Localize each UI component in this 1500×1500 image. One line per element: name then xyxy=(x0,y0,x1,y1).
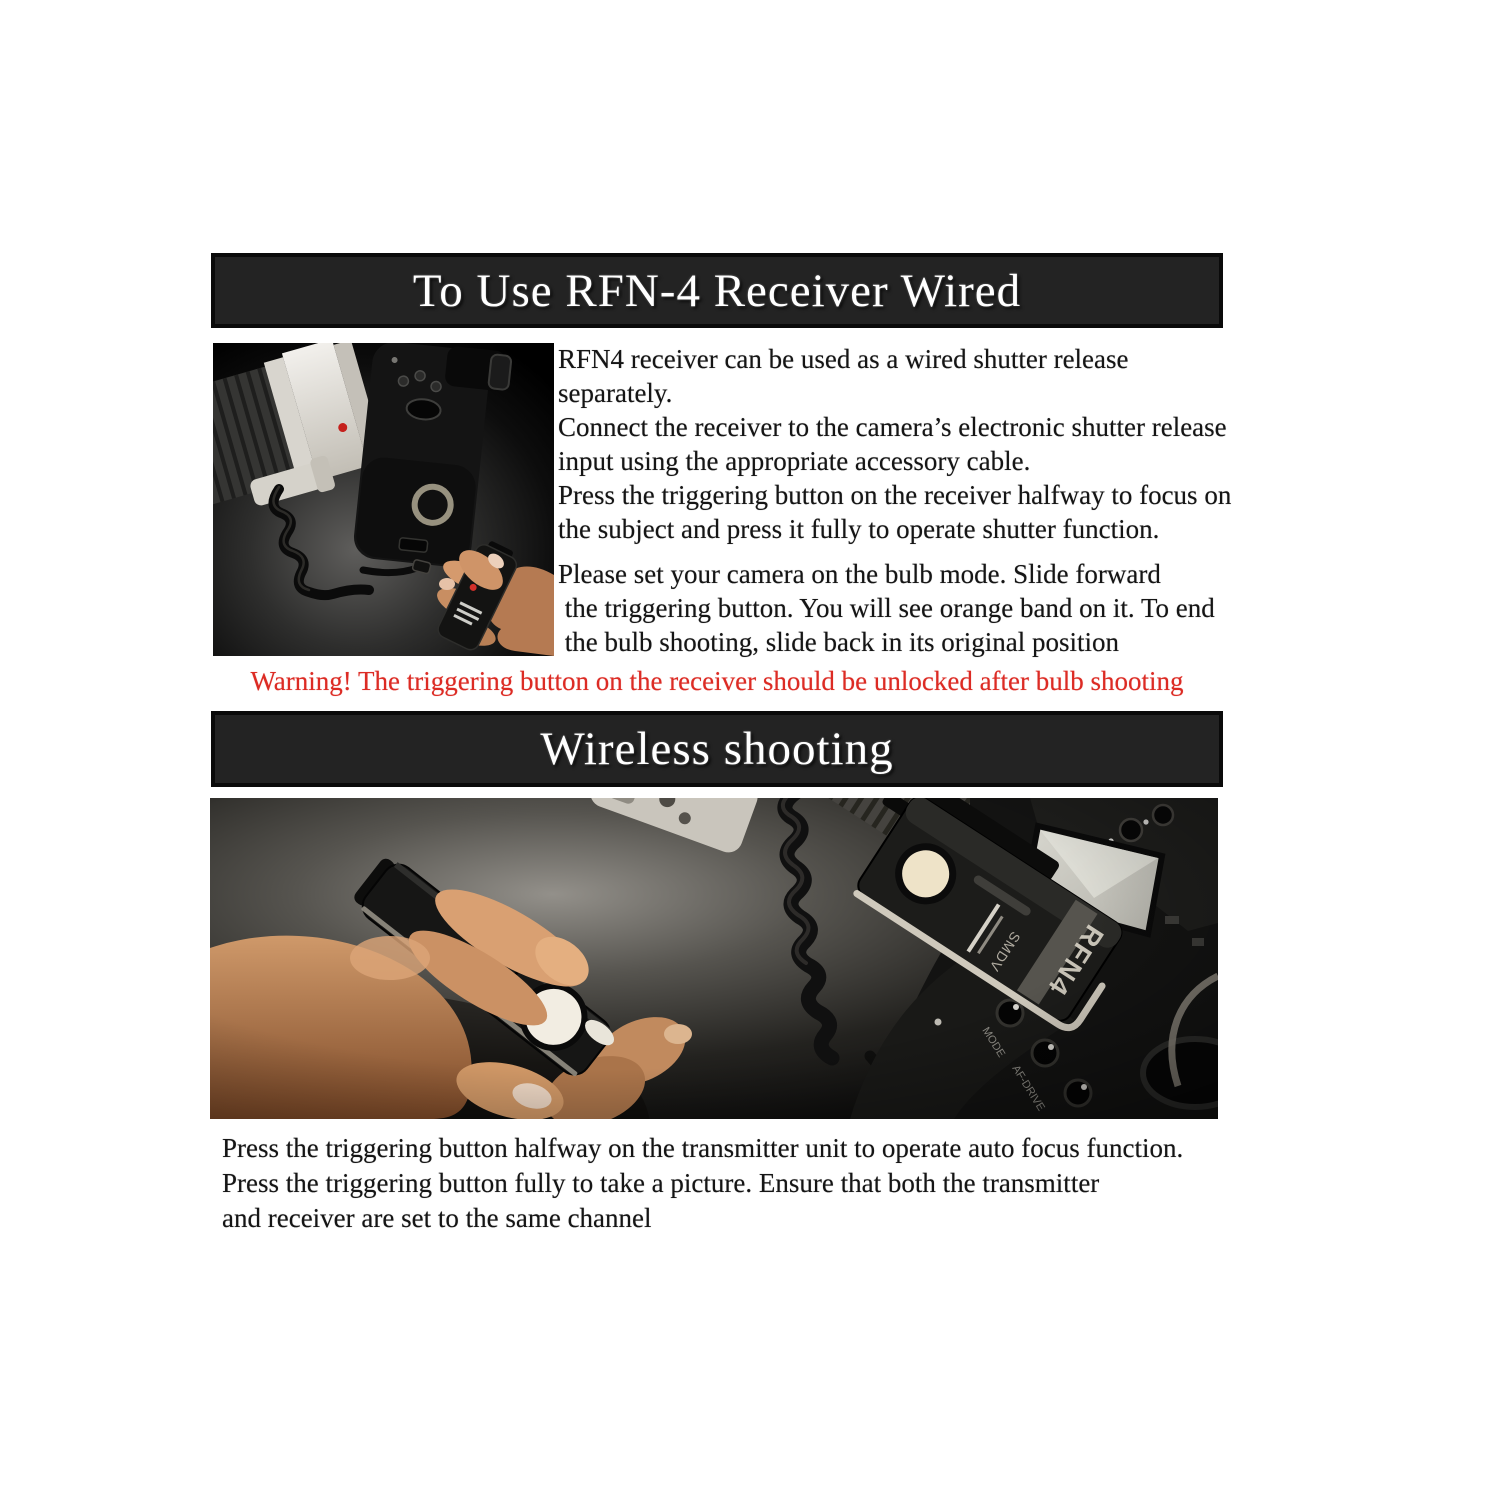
warning-text: Warning! The triggering button on the receiver should be unlocked after bulb shooting xyxy=(250,666,1184,696)
body-line: and receiver are set to the same channel xyxy=(222,1203,652,1233)
viewfinder-eyepiece xyxy=(488,354,511,390)
bulb-paragraph xyxy=(558,557,1258,659)
wired-photo xyxy=(213,343,554,656)
body-line: Connect the receiver to the camera’s electronic shutter release xyxy=(558,412,1227,442)
wireless-photo xyxy=(210,798,1218,1119)
wired-instructions xyxy=(558,342,1258,659)
body-line: Press the triggering button halfway on the transmitter unit to operate auto focus function. xyxy=(222,1133,1184,1163)
body-line: the triggering button. You will see orange band on it. To end xyxy=(558,593,1215,623)
wireless-instructions xyxy=(222,1131,1183,1236)
body-line: Press the triggering button on the receiver halfway to focus on xyxy=(558,480,1232,510)
wireless-section-title-bar xyxy=(211,711,1223,787)
body-line: Please set your camera on the bulb mode. Slide forward xyxy=(558,559,1161,589)
photo-vignette xyxy=(210,798,1218,1119)
wireless-section-title: Wireless shooting xyxy=(540,723,894,775)
body-line: the bulb shooting, slide back in its original position xyxy=(558,627,1119,657)
body-line: input using the appropriate accessory cable. xyxy=(558,446,1031,476)
body-line: separately. xyxy=(558,378,673,408)
body-line: RFN4 receiver can be used as a wired shutter release xyxy=(558,344,1129,374)
body-line: the subject and press it fully to operate shutter function. xyxy=(558,514,1160,544)
camera-sync-ring xyxy=(413,485,453,525)
wired-section-title-bar xyxy=(211,253,1223,328)
body-line: Press the triggering button fully to take a picture. Ensure that both the transmitter xyxy=(222,1168,1100,1198)
wired-section-title: To Use RFN-4 Receiver Wired xyxy=(412,264,1022,317)
wired-paragraph-1 xyxy=(558,342,1258,546)
